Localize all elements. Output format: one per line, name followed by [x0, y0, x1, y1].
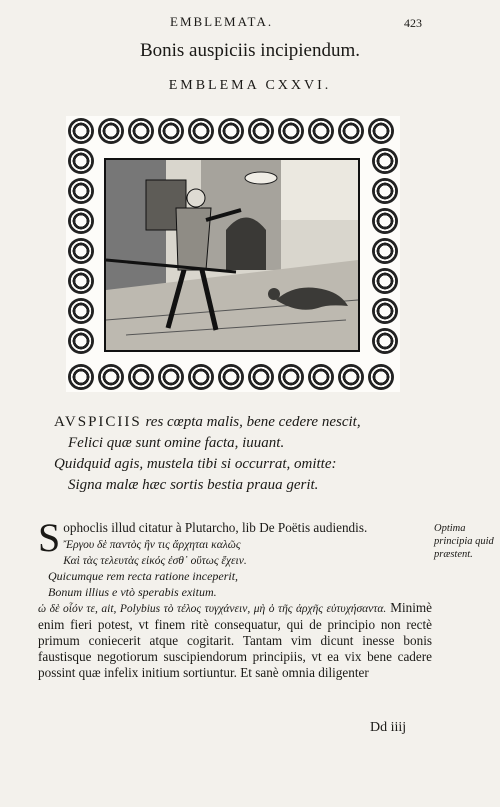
latin-quote-line-2: Bonum illius e vtò sperabis exitum. — [48, 584, 217, 599]
verse-line-3: Quidquid agis, mustela tibi si occurrat, omitte: — [54, 456, 337, 472]
frame-ornament — [372, 238, 398, 264]
frame-ornament — [248, 118, 274, 144]
woodcut-scene — [106, 160, 358, 350]
commentary-body — [38, 600, 432, 681]
woodcut-illustration — [104, 158, 360, 352]
commentary-body-text: Minimè enim fieri potest, vt finem ritè consequatur, qui de principio non rectè primum coniecerit atque cogitarit. Tantam vim dicunt inesse bonis faustisque negotiorum suscipiendorum principiis, vt ea vix bene cadere possint quæ infelix initium sortiuntur. Et sanè omnia diligenter — [38, 600, 432, 680]
frame-ornament — [68, 298, 94, 324]
frame-ornament — [278, 364, 304, 390]
frame-ornament — [218, 364, 244, 390]
commentary-text — [38, 515, 432, 681]
verse-initial-word: AVSPICIIS — [54, 414, 142, 430]
quotation — [48, 538, 432, 600]
frame-ornament — [188, 364, 214, 390]
frame-ornament — [218, 118, 244, 144]
frame-ornament — [308, 364, 334, 390]
emblem-motto: Bonis auspiciis incipiendum. — [139, 40, 361, 61]
frame-ornament — [68, 118, 94, 144]
latin-quote-line-1: Quicumque rem recta ratione inceperit, — [48, 569, 239, 583]
frame-ornament — [98, 364, 124, 390]
verse-line-1 — [54, 412, 434, 433]
drop-cap: S — [38, 515, 61, 560]
frame-ornament — [372, 328, 398, 354]
frame-ornament — [372, 208, 398, 234]
frame-ornament — [98, 118, 124, 144]
page-number: 423 — [404, 16, 422, 30]
running-head — [0, 14, 500, 34]
emblem-verses — [54, 412, 434, 496]
emblem-number: EMBLEMA CXXVI. — [168, 78, 332, 93]
frame-ornament — [68, 208, 94, 234]
frame-ornament — [128, 118, 154, 144]
commentary-intro: ophoclis illud citatur à Plutarcho, lib De Poëtis audiendis. — [63, 520, 368, 535]
frame-ornament — [248, 364, 274, 390]
frame-ornament — [68, 148, 94, 174]
greek-body-quote: ὡ δὲ οἶόν τε, ait, Polybius τὸ τέλος τυγχάνειν, μὴ ὁ τῆς ἀρχῆς εὐτυχήσαντα. — [38, 603, 387, 615]
running-title: EMBLEMATA. — [170, 14, 274, 29]
frame-ornament — [368, 364, 394, 390]
frame-ornament — [372, 268, 398, 294]
verse-line-2: Felici quæ sunt omine facta, iuuant. — [68, 435, 285, 451]
greek-quote-line-1: Ἔργου δὲ παντὸς ἢν τις ἄρχηται καλῶς — [63, 539, 241, 551]
frame-ornament — [188, 118, 214, 144]
margin-note: Optima principia quid præstent. — [434, 523, 494, 560]
frame-ornament — [68, 364, 94, 390]
frame-ornament — [278, 118, 304, 144]
greek-quote-line-2: Καὶ τὰς τελευτὰς εἰκός ἐσθ᾽ οὕτως ἔχειν. — [63, 554, 247, 567]
frame-ornament — [158, 364, 184, 390]
frame-ornament — [372, 148, 398, 174]
signature-mark: Dd iiij — [370, 720, 407, 735]
frame-ornament — [372, 298, 398, 324]
frame-ornament — [158, 118, 184, 144]
frame-ornament — [338, 118, 364, 144]
frame-ornament — [128, 364, 154, 390]
frame-ornament — [308, 118, 334, 144]
frame-ornament — [68, 178, 94, 204]
frame-ornament — [68, 238, 94, 264]
frame-ornament — [372, 178, 398, 204]
frame-ornament — [368, 118, 394, 144]
verse-line-4: Signa malæ hæc sortis bestia praua gerit. — [68, 477, 319, 493]
frame-ornament — [68, 268, 94, 294]
frame-ornament — [68, 328, 94, 354]
frame-ornament — [338, 364, 364, 390]
verse-line-1-rest: res cœpta malis, bene cedere nescit, — [145, 414, 361, 430]
